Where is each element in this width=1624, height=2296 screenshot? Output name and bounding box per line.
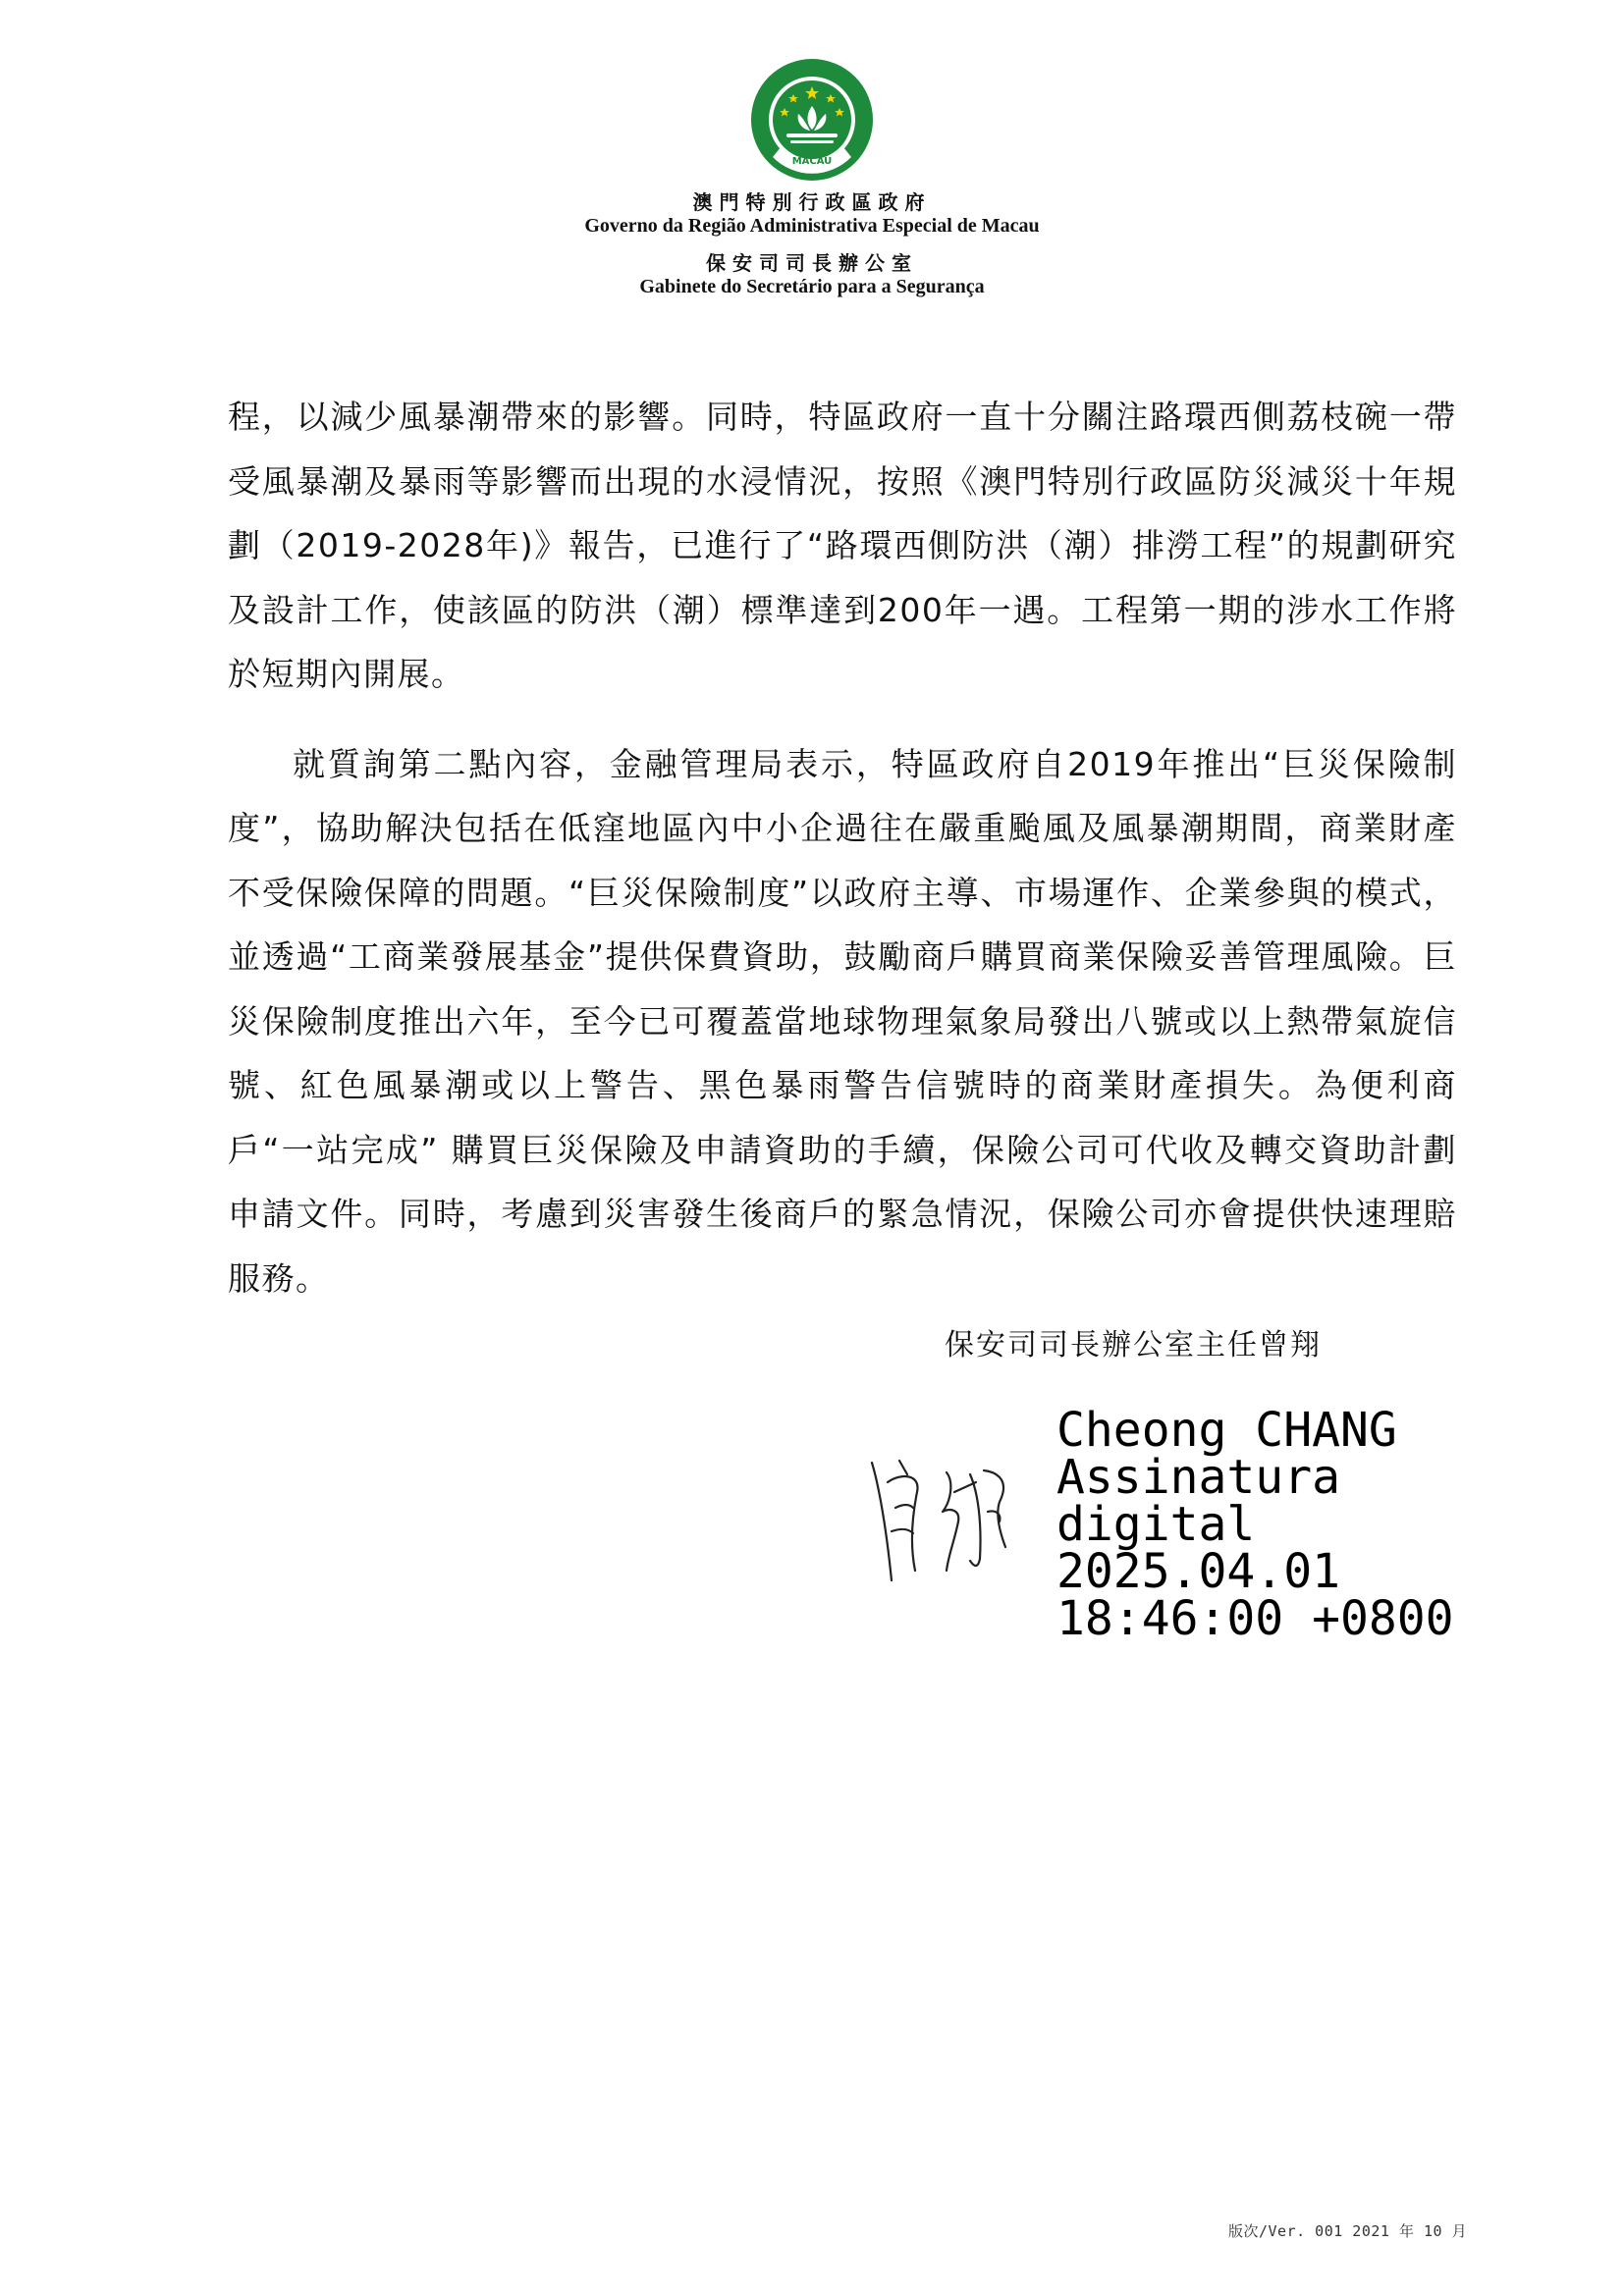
government-name-zh: 澳門特別行政區政府 (692, 190, 932, 214)
letter-body (228, 385, 1457, 1310)
digital-signature-label-2: digital (1056, 1497, 1256, 1552)
paragraph-1: 程，以減少風暴潮帶來的影響。同時，特區政府一直十分關注路環西側荔枝碗一帶受風暴潮及暴雨等影響而出現的水浸情況，按照《澳門特別行政區防災減災十年規劃（2019-2028年)》報告，已進行了“路環西側防洪（潮）排澇工程”的規劃研究及設計工作，使該區的防洪（潮）標準達到200年一遇。工程第一期的涉水工作將於短期內開展。 (228, 398, 1457, 693)
government-name-pt: Governo da Região Administrativa Especial de Macau (584, 215, 1040, 237)
version-footer: 版次/Ver. 001 2021 年 10 月 (1228, 2222, 1468, 2240)
digital-signature-block (1056, 1403, 1454, 1646)
office-name-zh: 保安司司長辦公室 (706, 251, 918, 275)
handwritten-signature-icon (852, 1453, 1029, 1600)
office-name-pt: Gabinete do Secretário para a Segurança (639, 276, 985, 297)
digital-signature-date: 2025.04.01 (1056, 1544, 1340, 1599)
paragraph-2: 就質詢第二點內容，金融管理局表示，特區政府自2019年推出“巨災保險制度”，協助解決包括在低窪地區內中小企過往在嚴重颱風及風暴潮期間，商業財產不受保險保障的問題。“巨災保險制度”以政府主導、市場運作、企業參與的模式，並透過“工商業發展基金”提供保費資助，鼓勵商戶購買商業保險妥善管理風險。巨災保險制度推出六年，至今已可覆蓋當地球物理氣象局發出八號或以上熱帶氣旋信號、紅色風暴潮或以上警告、黑色暴雨警告信號時的商業財產損失。為便利商戶“一站完成” 購買巨災保險及申請資助的手續，保險公司可代收及轉交資助計劃申請文件。同時，考慮到災害發生後商戶的緊急情況，保險公司亦會提供快速理賠服務。 (228, 744, 1457, 1298)
macau-emblem-icon (749, 57, 875, 183)
digital-signature-name: Cheong CHANG (1056, 1403, 1397, 1458)
signatory-title: 保安司司長辦公室主任曾翔 (945, 1328, 1322, 1362)
letterhead (0, 57, 1624, 298)
digital-signature-label: Assinatura (1056, 1450, 1340, 1505)
emblem-macau-text: MACAU (791, 156, 833, 167)
digital-signature-time: 18:46:00 +0800 (1056, 1591, 1454, 1646)
